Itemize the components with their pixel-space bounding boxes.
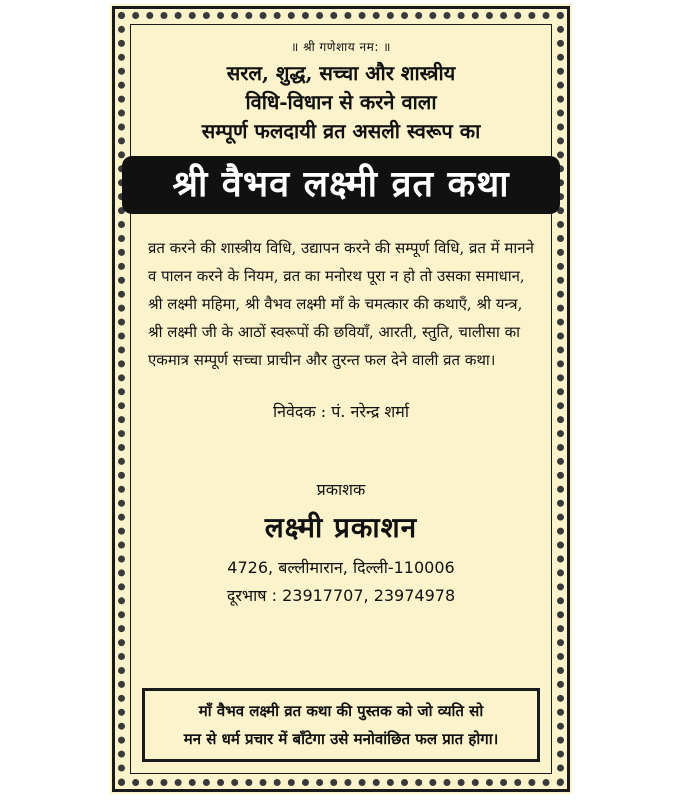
publisher-name: लक्ष्मी प्रकाशन (264, 511, 418, 544)
invocation-text: ॥ श्री गणेशाय नम: ॥ (291, 40, 391, 54)
presenter-credit: निवेदक : पं. नरेन्द्र शर्मा (272, 402, 410, 421)
publisher-address: 4726, बल्लीमारान, दिल्ली-110006 (227, 558, 455, 577)
publisher-label: प्रकाशक (316, 480, 366, 499)
cover-content (134, 28, 548, 770)
footer-line-2: मन से धर्म प्रचार में बाँटेगा उसे मनोवांछित फल प्रात होगा। (183, 730, 499, 748)
footer-line-1: माँ वैभव लक्ष्मी व्रत कथा की पुस्तक को जो व्यति सो (198, 702, 484, 720)
book-cover (110, 4, 572, 794)
headline-line-3: सम्पूर्ण फलदायी व्रत असली स्वरूप का (201, 119, 481, 143)
headline (134, 59, 548, 146)
headline-line-2: विधि-विधान से करने वाला (245, 90, 437, 114)
headline-line-1: सरल, शुद्ध, सच्चा और शास्त्रीय (226, 61, 456, 85)
publisher-phone: दूरभाष : 23917707, 23974978 (226, 586, 456, 605)
book-title: श्री वैभव लक्ष्मी व्रत कथा (122, 156, 560, 214)
description-text: व्रत करने की शास्त्रीय विधि, उद्यापन करने की सम्पूर्ण विधि, व्रत में मानने व पालन करने के नियम, व्रत का मनोरथ पूरा न हो तो उसका समाधान, श्री लक्ष्मी महिमा, श्री वैभव लक्ष्मी माँ के चमत्कार की कथाएँ, श्री यन्त्र, श्री लक्ष्मी जी के आठों स्वरूपों की छवियाँ, आरती, स्तुति, चालीसा का एकमात्र सम्पूर्ण सच्चा प्राचीन और तुरन्त फल देने वाली व्रत कथा। (148, 239, 534, 369)
footer-notice (142, 688, 540, 762)
